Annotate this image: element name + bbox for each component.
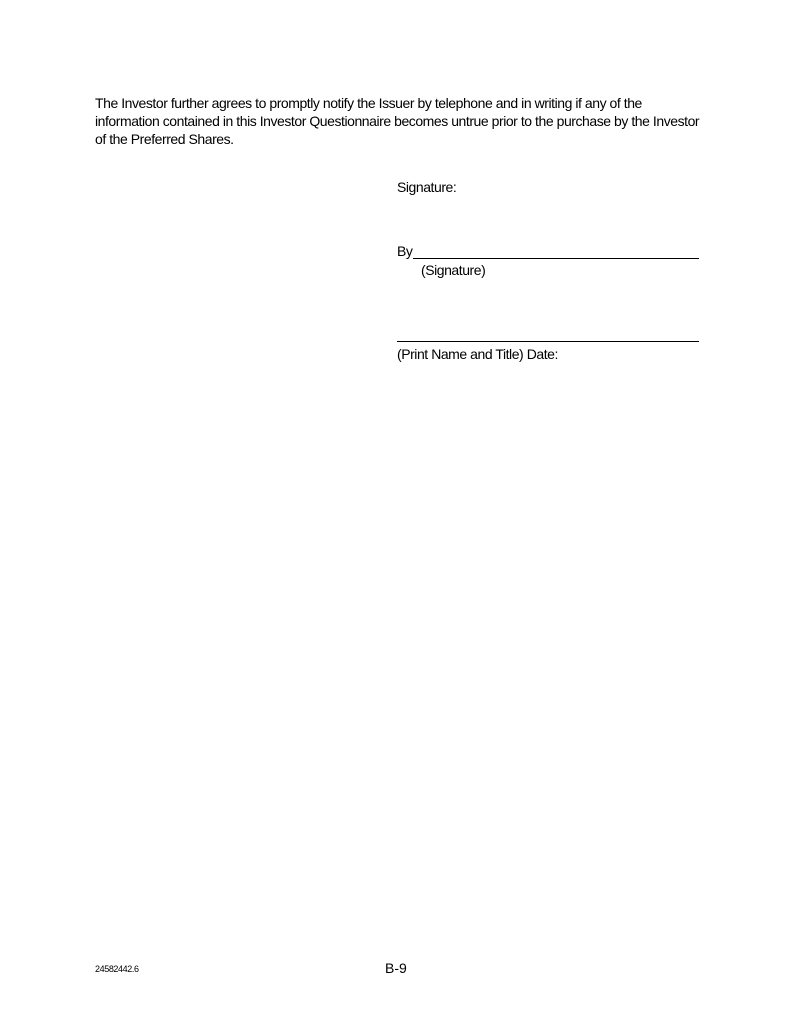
signature-line — [413, 243, 699, 259]
footer-page-number: B-9 — [385, 960, 407, 976]
signature-caption: (Signature) — [421, 262, 486, 278]
print-name-caption: (Print Name and Title) Date: — [397, 346, 558, 362]
body-paragraph: The Investor further agrees to promptly notify the Issuer by telephone and in writing if any of the information contained in this Investor Questionnaire becomes untrue prior to the purchase by the Investor of the Preferred Shares. — [95, 95, 700, 147]
by-label: By — [397, 243, 413, 259]
print-name-line — [397, 341, 699, 342]
signature-label: Signature: — [397, 179, 457, 195]
footer-document-id: 24582442.6 — [95, 964, 139, 974]
by-signature-row — [397, 243, 699, 259]
